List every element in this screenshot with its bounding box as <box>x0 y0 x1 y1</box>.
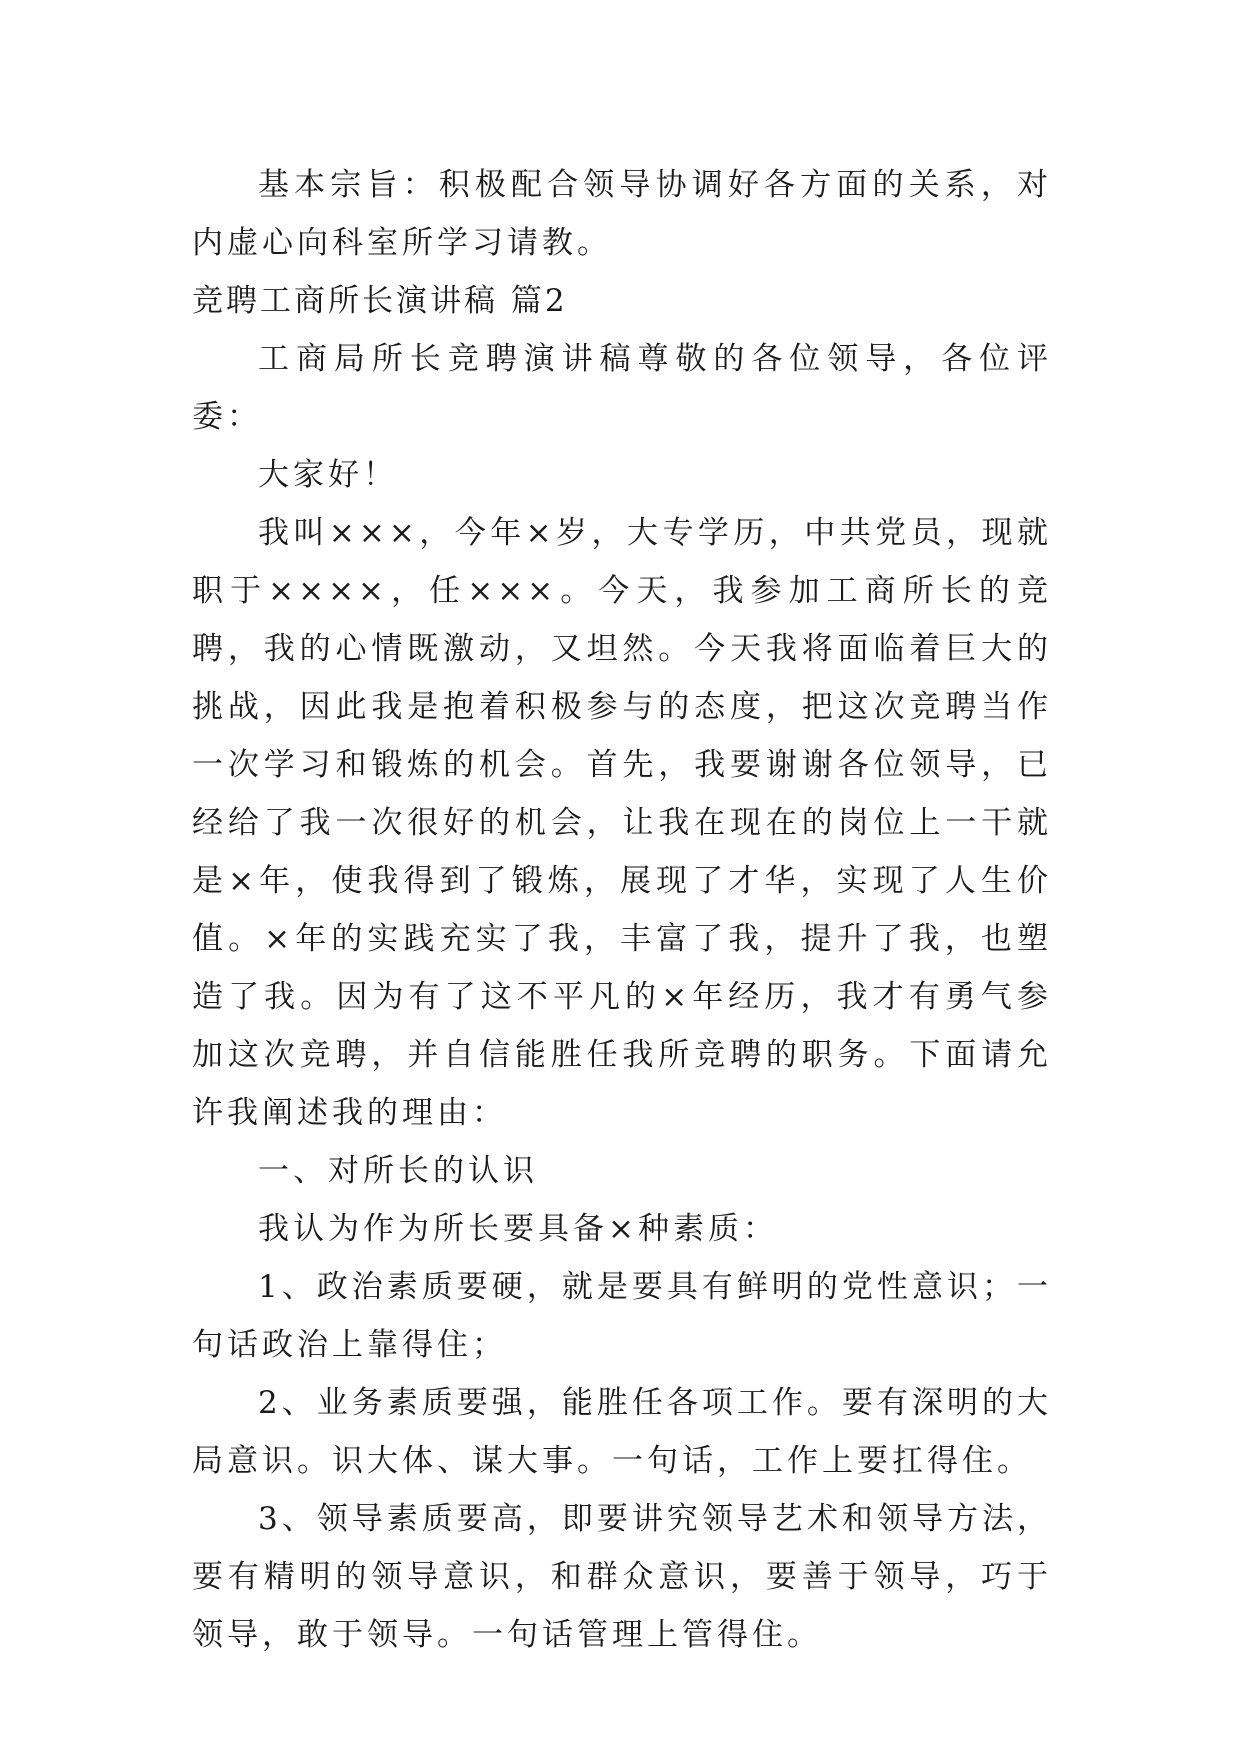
paragraph-quality-3: 3、领导素质要高，即要讲究领导艺术和领导方法，要有精明的领导意识，和群众意识，要善于领导，巧于领导，敢于领导。一句话管理上管得住。 <box>192 1501 1052 1653</box>
paragraph-section-title: 一、对所长的认识 <box>258 1153 538 1189</box>
paragraph-salutation: 工商局所长竞聘演讲稿尊敬的各位领导，各位评委： <box>192 341 1052 435</box>
paragraph-purpose: 基本宗旨：积极配合领导协调好各方面的关系，对内虚心向科室所学习请教。 <box>192 167 1052 261</box>
paragraph-quality-2: 2、业务素质要强，能胜任各项工作。要有深明的大局意识。识大体、谋大事。一句话，工作上要扛得住。 <box>192 1385 1052 1479</box>
paragraph-quality-1: 1、政治素质要硬，就是要具有鲜明的党性意识；一句话政治上靠得住； <box>192 1269 1052 1363</box>
document-body <box>192 156 1052 1664</box>
paragraph-qualities-intro: 我认为作为所长要具备×种素质： <box>258 1211 778 1247</box>
section-heading: 竞聘工商所长演讲稿 篇2 <box>192 283 568 319</box>
paragraph-introduction: 我叫×××，今年×岁，大专学历，中共党员，现就职于××××，任×××。今天，我参加工商所长的竞聘，我的心情既激动，又坦然。今天我将面临着巨大的挑战，因此我是抱着积极参与的态度，把这次竞聘当作一次学习和锻炼的机会。首先，我要谢谢各位领导，已经给了我一次很好的机会，让我在现在的岗位上一干就是×年，使我得到了锻炼，展现了才华，实现了人生价值。×年的实践充实了我，丰富了我，提升了我，也塑造了我。因为有了这不平凡的×年经历，我才有勇气参加这次竞聘，并自信能胜任我所竞聘的职务。下面请允许我阐述我的理由： <box>192 515 1052 1131</box>
paragraph-greeting: 大家好！ <box>258 457 398 493</box>
